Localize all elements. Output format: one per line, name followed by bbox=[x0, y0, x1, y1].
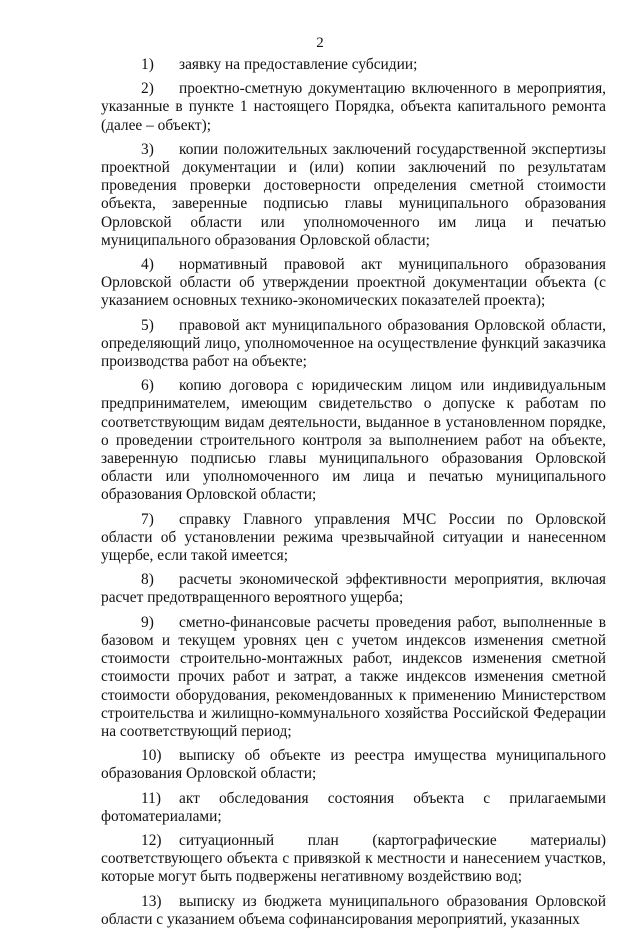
item-text: расчеты экономической эффективности мероприятия, включая расчет предотвращенного вероятного ущерба; bbox=[101, 571, 606, 607]
list-item-3 bbox=[101, 141, 606, 250]
item-text: нормативный правовой акт муниципального образования Орловской области об утверждении проектной документации объекта (с указанием основных технико-экономических показателей проекта); bbox=[101, 256, 606, 310]
page-number: 2 bbox=[316, 35, 324, 51]
list-item-1 bbox=[101, 56, 606, 74]
item-number: 8) bbox=[141, 571, 154, 589]
item-text: копию договора с юридическим лицом или индивидуальным предпринимателем, имеющим свидетельство о допуске к работам по соответствующим видам деятельности, выданное в установленном порядке, о проведении строительного контроля за выполнением работ на объекте, заверенную подписью главы муниципального образования Орловской области или уполномоченного им лица и печатью муниципального образования Орловской области; bbox=[101, 377, 606, 504]
item-text: сметно-финансовые расчеты проведения работ, выполненные в базовом и текущем уровнях цен с учетом индексов изменения сметной стоимости строительно-монтажных работ, индексов изменения сметной стоимости прочих работ и затрат, а также индексов изменения сметной стоимости оборудования, рекомендованных к применению Министерством строительства и жилищно-коммунального хозяйства Российской Федерации на соответствующий период; bbox=[101, 613, 606, 740]
item-text: заявку на предоставление субсидии; bbox=[179, 56, 418, 73]
item-text: выписку из бюджета муниципального образования Орловской области с указанием объема софинансирования мероприятий, указанных bbox=[101, 892, 606, 928]
document-body bbox=[101, 56, 606, 935]
item-text: ситуационный план (картографические материалы) соответствующего объекта с привязкой к местности и нанесением участков, которые могут быть подвержены негативному воздействию вод; bbox=[101, 831, 606, 886]
item-text: справку Главного управления МЧС России по Орловской области об установлении режима чрезвычайной ситуации и нанесенном ущербе, если такой имеется; bbox=[101, 510, 606, 565]
item-number: 13) bbox=[141, 892, 162, 910]
list-item-13 bbox=[101, 893, 606, 929]
list-item-5 bbox=[101, 317, 606, 372]
list-item-9 bbox=[101, 614, 606, 741]
item-number: 10) bbox=[141, 747, 162, 765]
item-number: 4) bbox=[141, 256, 154, 274]
list-item-8 bbox=[101, 571, 606, 607]
list-item-2 bbox=[101, 80, 606, 135]
item-number: 9) bbox=[141, 613, 154, 631]
list-item-7 bbox=[101, 511, 606, 566]
list-item-11 bbox=[101, 790, 606, 826]
item-number: 7) bbox=[141, 510, 154, 528]
item-number: 2) bbox=[141, 80, 154, 98]
item-number: 1) bbox=[141, 56, 154, 73]
item-text: проектно-сметную документацию включенного в мероприятия, указанные в пункте 1 настоящего Порядка, объекта капитального ремонта (далее – объект); bbox=[101, 80, 606, 134]
item-number: 11) bbox=[141, 789, 161, 807]
item-number: 5) bbox=[141, 316, 154, 334]
item-text: правовой акт муниципального образования Орловской области, определяющий лицо, уполномоченное на осуществление функций заказчика производства работ на объекте; bbox=[101, 316, 606, 371]
item-number: 12) bbox=[141, 831, 162, 849]
item-text: акт обследования состояния объекта с прилагаемыми фотоматериалами; bbox=[101, 789, 606, 825]
item-number: 6) bbox=[141, 377, 154, 395]
item-text: копии положительных заключений государственной экспертизы проектной документации и (или) копии заключений по результатам проведения проверки достоверности определения сметной стоимости объекта, заверенные подписью главы муниципального образования Орловской области или уполномоченного им лица и печатью муниципального образования Орловской области; bbox=[101, 140, 606, 249]
list-item-10 bbox=[101, 747, 606, 783]
list-item-4 bbox=[101, 256, 606, 311]
list-item-12 bbox=[101, 832, 606, 887]
list-item-6 bbox=[101, 377, 606, 504]
item-number: 3) bbox=[141, 140, 154, 158]
item-text: выписку об объекте из реестра имущества муниципального образования Орловской области; bbox=[101, 747, 606, 783]
